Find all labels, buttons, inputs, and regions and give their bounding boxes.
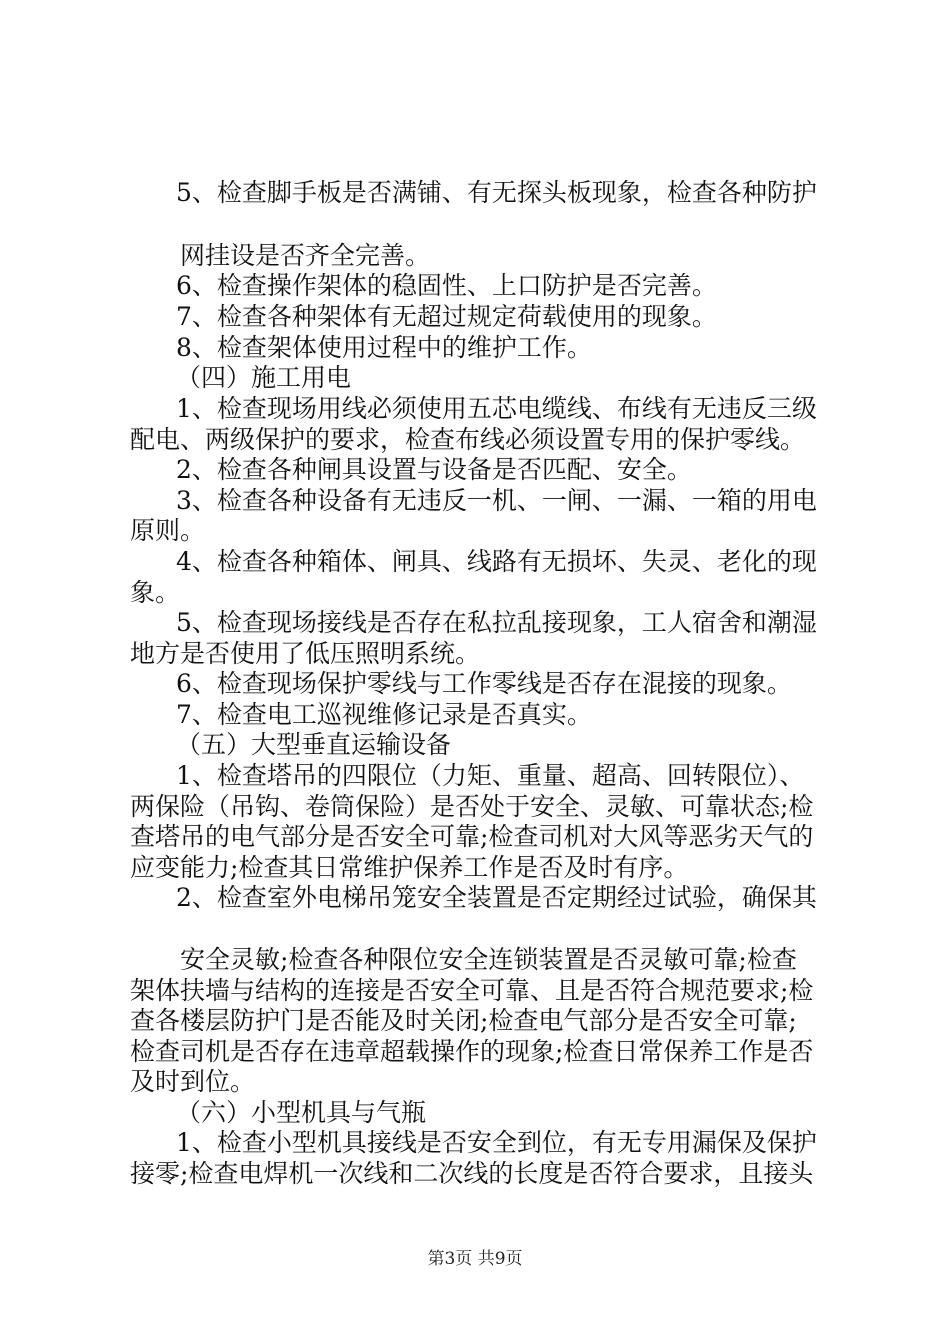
section-heading: （五）大型垂直运输设备	[176, 730, 452, 759]
text-line: 6、检查操作架体的稳固性、上口防护是否完善。	[176, 271, 717, 300]
text-line: 两保险（吊钩、卷筒保险）是否处于安全、灵敏、可靠状态;检	[130, 792, 814, 821]
text-line: 1、检查现场用线必须使用五芯电缆线、布线有无违反三级	[176, 394, 817, 423]
text-line: 地方是否使用了低压照明系统。	[130, 639, 481, 668]
section-heading: （四）施工用电	[176, 363, 352, 392]
text-line: 8、检查架体使用过程中的维护工作。	[176, 333, 592, 362]
text-line: 5、检查脚手板是否满铺、有无探头板现象，检查各种防护	[176, 178, 817, 207]
text-line: 1、检查小型机具接线是否安全到位，有无专用漏保及保护	[176, 1128, 817, 1157]
text-line: 6、检查现场保护零线与工作零线是否存在混接的现象。	[176, 669, 792, 698]
text-line: 检查司机是否存在违章超载操作的现象;检查日常保养工作是否	[130, 1037, 814, 1066]
text-line: 原则。	[130, 516, 206, 545]
text-line: 4、检查各种箱体、闸具、线路有无损坏、失灵、老化的现	[176, 547, 817, 576]
text-line: 象。	[130, 578, 181, 607]
text-line: 7、检查电工巡视维修记录是否真实。	[176, 700, 592, 729]
text-line: 安全灵敏;检查各种限位安全连锁装置是否灵敏可靠;检查	[180, 945, 797, 974]
text-line: 架体扶墙与结构的连接是否安全可靠、且是否符合规范要求;检	[130, 976, 814, 1005]
section-heading: （六）小型机具与气瓶	[176, 1098, 427, 1127]
text-line: 应变能力;检查其日常维护保养工作是否及时有序。	[130, 853, 689, 882]
text-line: 7、检查各种架体有无超过规定荷载使用的现象。	[176, 302, 717, 331]
text-line: 5、检查现场接线是否存在私拉乱接现象，工人宿舍和潮湿	[176, 608, 817, 637]
text-line: 2、检查室外电梯吊笼安全装置是否定期经过试验，确保其	[176, 883, 817, 912]
text-line: 1、检查塔吊的四限位（力矩、重量、超高、回转限位）、	[176, 761, 805, 790]
text-line: 接零;检查电焊机一次线和二次线的长度是否符合要求，且接头	[130, 1159, 814, 1188]
text-line: 配电、两级保护的要求，检查布线必须设置专用的保护零线。	[130, 425, 806, 454]
text-line: 3、检查各种设备有无违反一机、一闸、一漏、一箱的用电	[176, 486, 817, 515]
text-line: 2、检查各种闸具设置与设备是否匹配、安全。	[176, 455, 692, 484]
text-line: 查各楼层防护门是否能及时关闭;检查电气部分是否安全可靠;	[130, 1006, 797, 1035]
page-number-footer: 第3页 共9页	[427, 1249, 523, 1269]
text-line: 查塔吊的电气部分是否安全可靠;检查司机对大风等恶劣天气的	[130, 822, 814, 851]
text-line: 及时到位。	[130, 1067, 256, 1096]
text-line: 网挂设是否齐全完善。	[180, 241, 431, 270]
